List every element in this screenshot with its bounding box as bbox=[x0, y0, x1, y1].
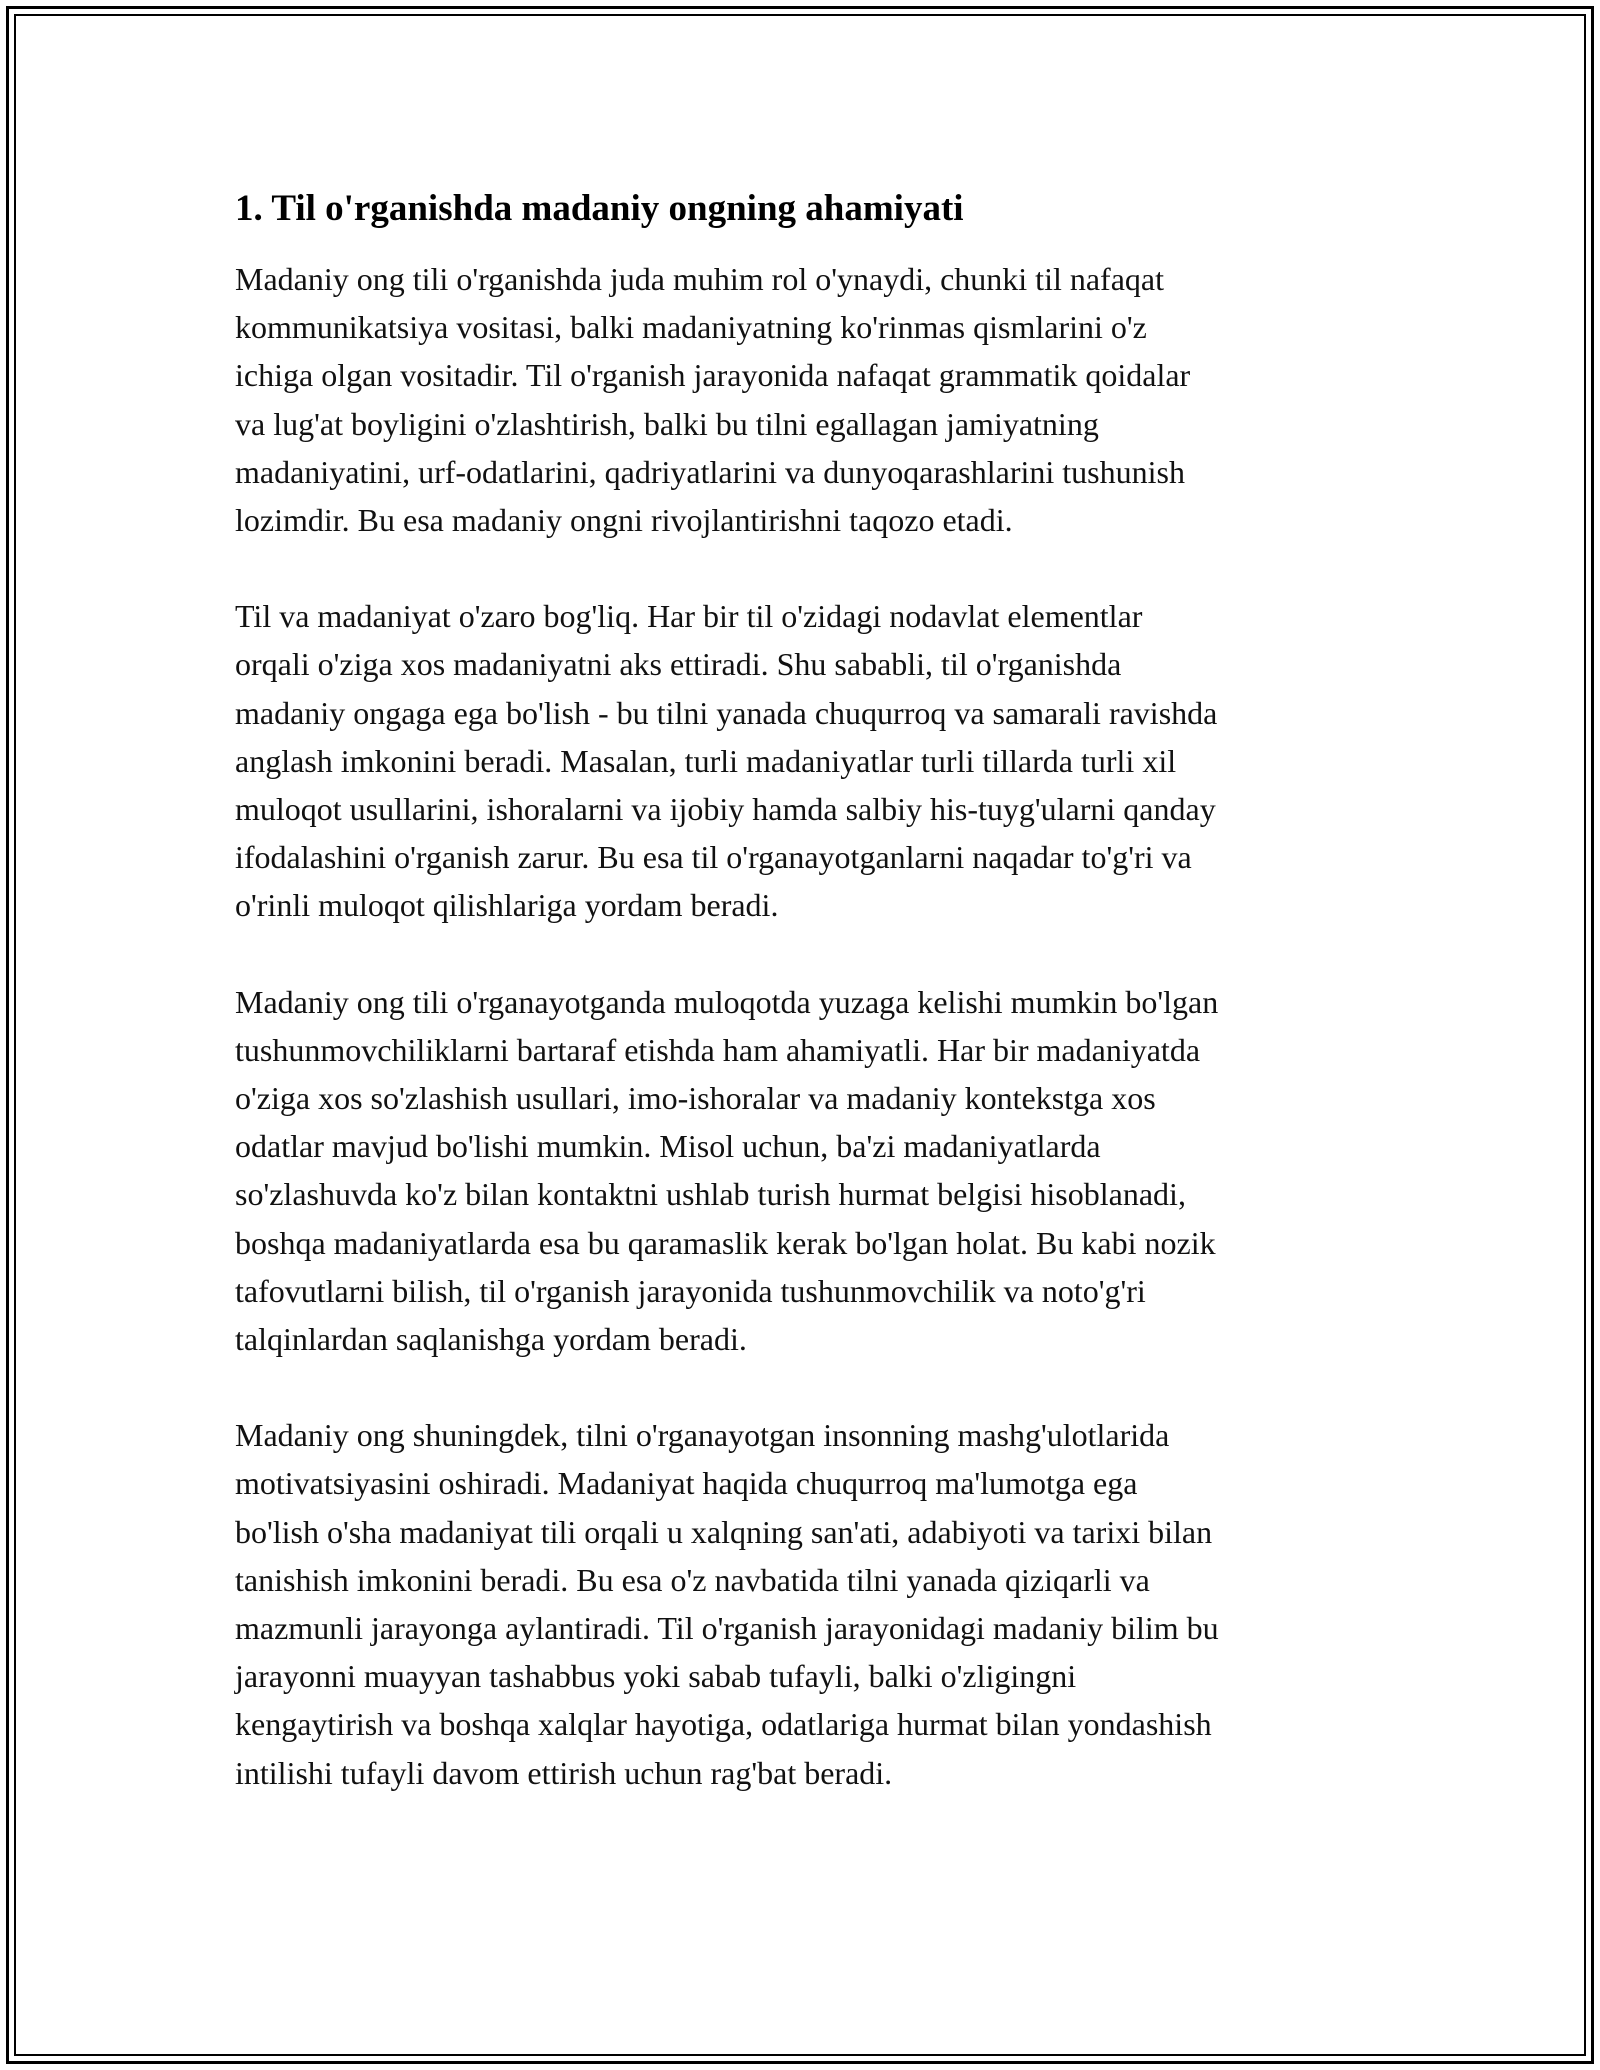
text-line: intilishi tufayli davom ettirish uchun rag'bat beradi. bbox=[235, 1754, 893, 1791]
text-line: jarayonni muayyan tashabbus yoki sabab tufayli, balki o'zligingni bbox=[235, 1658, 1077, 1695]
text-line: Madaniy ong shuningdek, tilni o'rganayotgan insonning mashg'ulotlarida bbox=[235, 1417, 1170, 1454]
text-line: mazmunli jarayonga aylantiradi. Til o'rganish jarayonidagi madaniy bilim bu bbox=[235, 1610, 1219, 1647]
text-line: Til va madaniyat o'zaro bog'liq. Har bir til o'zidagi nodavlat elementlar bbox=[235, 598, 1143, 635]
text-line: Madaniy ong tili o'rganayotganda muloqotda yuzaga kelishi mumkin bo'lgan bbox=[235, 983, 1219, 1020]
text-line: bo'lish o'sha madaniyat tili orqali u xalqning san'ati, adabiyoti va tarixi bilan bbox=[235, 1513, 1213, 1550]
document-body bbox=[235, 185, 1370, 1845]
text-line: madaniy ongaga ega bo'lish - bu tilni yanada chuqurroq va samarali ravishda bbox=[235, 694, 1218, 731]
text-line: lozimdir. Bu esa madaniy ongni rivojlantirishni taqozo etadi. bbox=[235, 502, 1013, 539]
text-line: so'zlashuvda ko'z bilan kontaktni ushlab turish hurmat belgisi hisoblanadi, bbox=[235, 1176, 1186, 1213]
text-line: anglash imkonini beradi. Masalan, turli madaniyatlar turli tillarda turli xil bbox=[235, 742, 1177, 779]
text-line: ichiga olgan vositadir. Til o'rganish jarayonida nafaqat grammatik qoidalar bbox=[235, 357, 1191, 394]
paragraph-3 bbox=[235, 978, 1370, 1364]
text-line: muloqot usullarini, ishoralarni va ijobiy hamda salbiy his-tuyg'ularni qanday bbox=[235, 791, 1216, 828]
text-line: o'ziga xos so'zlashish usullari, imo-ishoralar va madaniy kontekstga xos bbox=[235, 1080, 1156, 1117]
paragraph-1 bbox=[235, 255, 1370, 544]
text-line: tushunmovchiliklarni bartaraf etishda ham ahamiyatli. Har bir madaniyatda bbox=[235, 1031, 1201, 1068]
paragraph-2 bbox=[235, 592, 1370, 929]
text-line: kengaytirish va boshqa xalqlar hayotiga, odatlariga hurmat bilan yondashish bbox=[235, 1706, 1212, 1743]
text-line: motivatsiyasini oshiradi. Madaniyat haqida chuqurroq ma'lumotga ega bbox=[235, 1465, 1138, 1502]
text-line: odatlar mavjud bo'lishi mumkin. Misol uchun, ba'zi madaniyatlarda bbox=[235, 1128, 1101, 1165]
text-line: boshqa madaniyatlarda esa bu qaramaslik kerak bo'lgan holat. Bu kabi nozik bbox=[235, 1224, 1216, 1261]
text-line: tafovutlarni bilish, til o'rganish jarayonida tushunmovchilik va noto'g'ri bbox=[235, 1272, 1146, 1309]
text-line: talqinlardan saqlanishga yordam beradi. bbox=[235, 1321, 747, 1358]
section-heading: 1. Til o'rganishda madaniy ongning ahamiyati bbox=[235, 188, 964, 229]
text-line: o'rinli muloqot qilishlariga yordam beradi. bbox=[235, 887, 779, 924]
text-line: orqali o'ziga xos madaniyatni aks ettiradi. Shu sababli, til o'rganishda bbox=[235, 646, 1122, 683]
text-line: va lug'at boyligini o'zlashtirish, balki bu tilni egallagan jamiyatning bbox=[235, 405, 1099, 442]
paragraph-4 bbox=[235, 1411, 1370, 1797]
text-line: tanishish imkonini beradi. Bu esa o'z navbatida tilni yanada qiziqarli va bbox=[235, 1561, 1150, 1598]
text-line: kommunikatsiya vositasi, balki madaniyatning ko'rinmas qismlarini o'z bbox=[235, 309, 1147, 346]
text-line: madaniyatini, urf-odatlarini, qadriyatlarini va dunyoqarashlarini tushunish bbox=[235, 453, 1185, 490]
text-line: ifodalashini o'rganish zarur. Bu esa til o'rganayotganlarni naqadar to'g'ri va bbox=[235, 839, 1192, 876]
text-line: Madaniy ong tili o'rganishda juda muhim rol o'ynaydi, chunki til nafaqat bbox=[235, 261, 1164, 297]
